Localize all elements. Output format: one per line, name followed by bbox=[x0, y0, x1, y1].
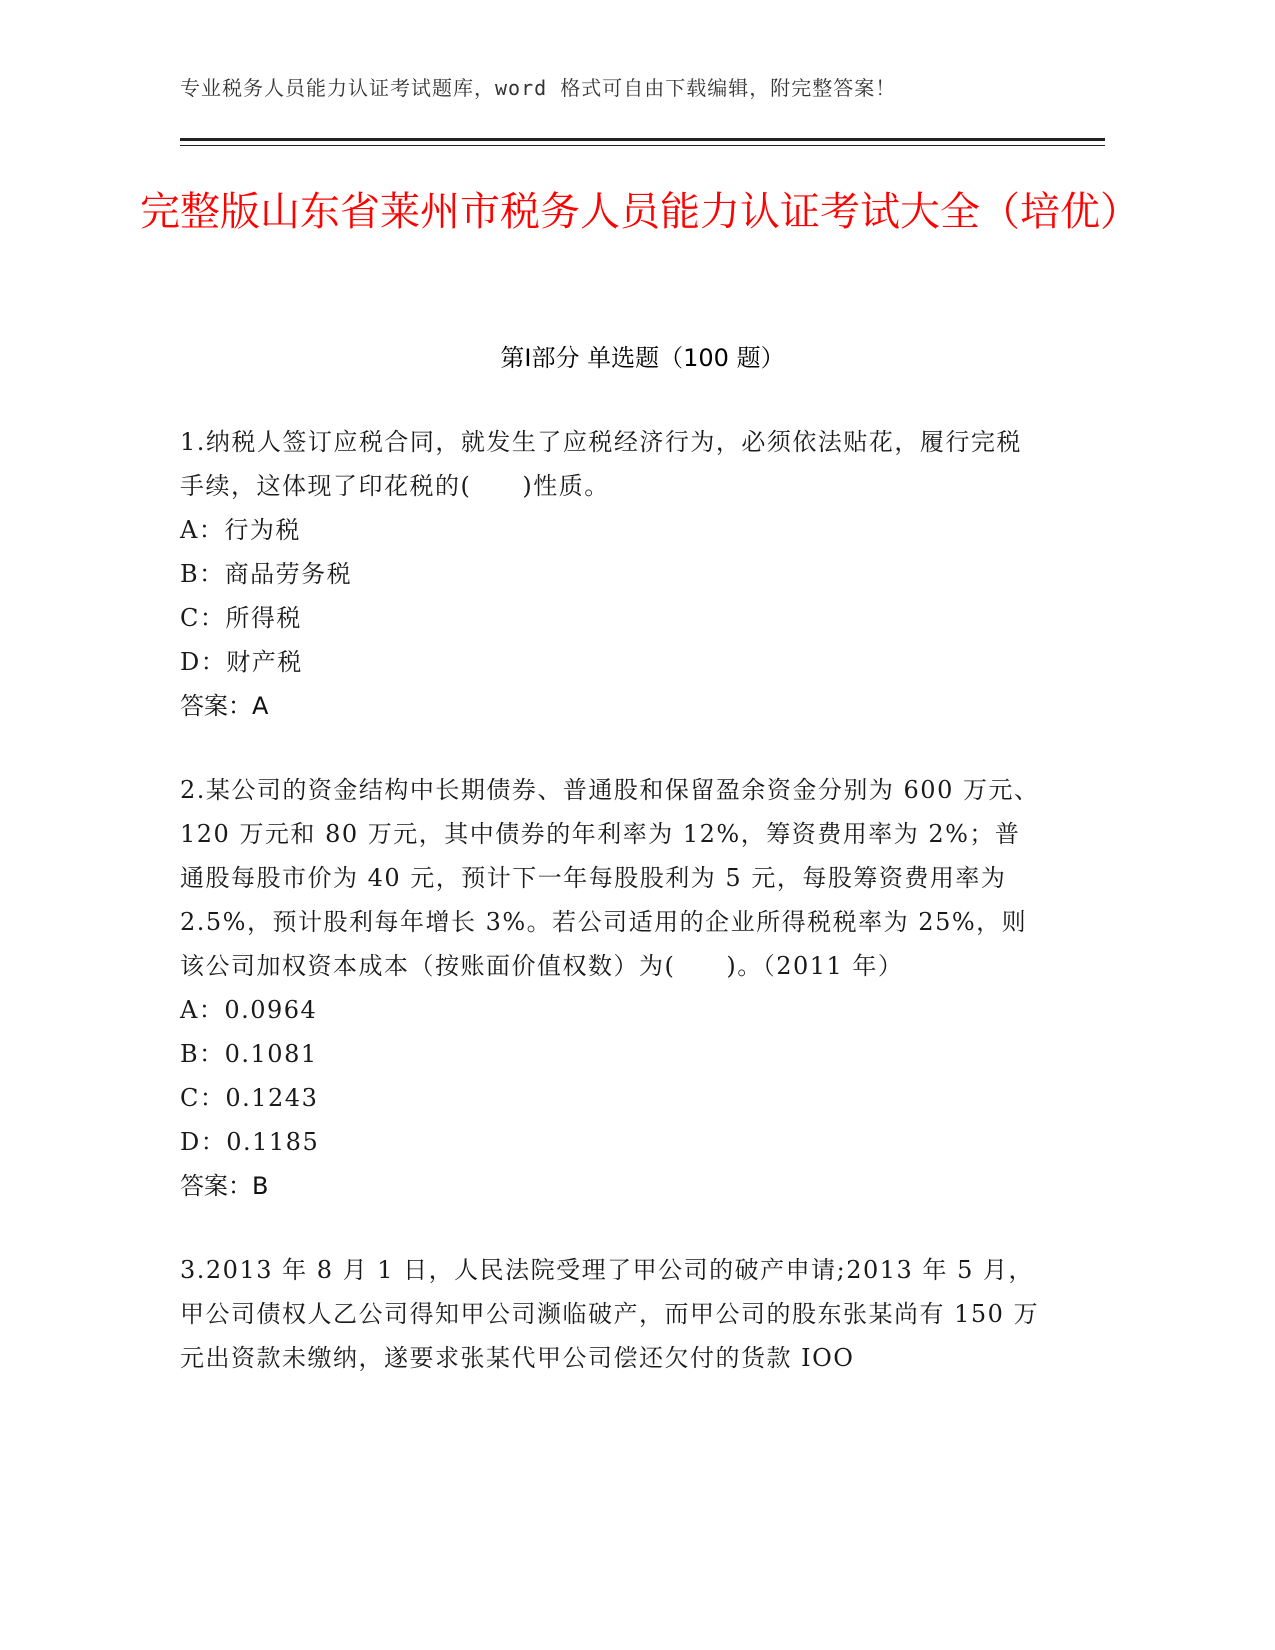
option-b: B：0.1081 bbox=[180, 1040, 318, 1068]
option-d: D：0.1185 bbox=[180, 1128, 320, 1156]
question-stem: 2.某公司的资金结构中长期债券、普通股和保留盈余资金分别为 600 万元、120 万元和 80 万元，其中债券的年利率为 12%，筹资费用率为 2%；普通股每股市价为 40 元，预计下一年每股股利为 5 元，每股筹资费用率为 2.5%，预计股利每年增长 3%。若公司适用的企业所得税税率为 25%，则该公司加权资本成本（按账面价值权数）为( )。（2011 年） bbox=[180, 776, 1040, 980]
section-title: 第Ⅰ部分 单选题（100 题） bbox=[500, 344, 785, 372]
answer: 答案：A bbox=[180, 692, 269, 720]
option-a: A：0.0964 bbox=[180, 996, 318, 1024]
option-b: B：商品劳务税 bbox=[180, 560, 353, 588]
option-d: D：财产税 bbox=[180, 648, 303, 676]
option-c: C：所得税 bbox=[180, 604, 302, 632]
question-stem: 1.纳税人签订应税合同，就发生了应税经济行为，必须依法贴花，履行完税手续，这体现了印花税的( )性质。 bbox=[180, 428, 1022, 500]
question-list bbox=[180, 420, 1040, 1420]
question-stem: 3.2013 年 8 月 1 日，人民法院受理了甲公司的破产申请;2013 年 5 月，甲公司债权人乙公司得知甲公司濒临破产，而甲公司的股东张某尚有 150 万元出资款未缴纳，遂要求张某代甲公司偿还欠付的货款 IOO bbox=[180, 1256, 1040, 1372]
option-c: C：0.1243 bbox=[180, 1084, 319, 1112]
header-divider-thin bbox=[180, 145, 1105, 146]
document-title: 完整版山东省莱州市税务人员能力认证考试大全（培优） bbox=[140, 189, 1140, 235]
question-2 bbox=[180, 768, 1040, 1208]
question-1 bbox=[180, 420, 1040, 728]
question-3 bbox=[180, 1248, 1040, 1380]
answer: 答案：B bbox=[180, 1172, 269, 1200]
header-note: 专业税务人员能力认证考试题库，word 格式可自由下载编辑，附完整答案！ bbox=[180, 76, 897, 100]
option-a: A：行为税 bbox=[180, 516, 301, 544]
header-divider-thick bbox=[180, 138, 1105, 141]
